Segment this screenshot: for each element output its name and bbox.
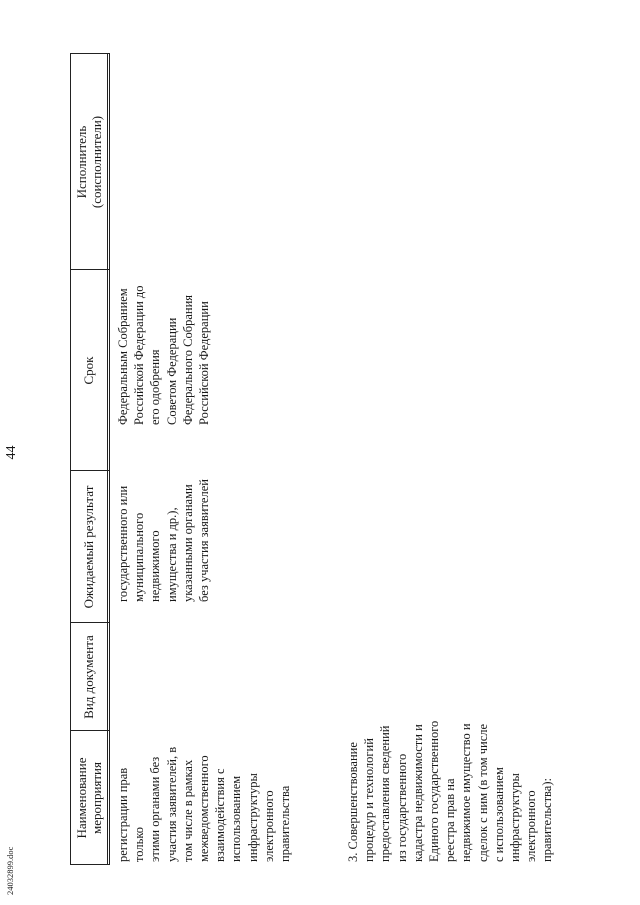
header-double-rule bbox=[109, 53, 110, 865]
header-doc-type-label: Вид документа bbox=[81, 635, 96, 719]
header-executor-label: Исполнитель (соисполнители) bbox=[73, 115, 104, 209]
header-name bbox=[70, 731, 107, 865]
header-result bbox=[70, 471, 107, 623]
header-bottom-rule bbox=[107, 53, 108, 865]
header-name-label: Наименование мероприятия bbox=[73, 757, 104, 839]
header-term bbox=[70, 270, 107, 471]
row2-name: 3. Совершенствование процедур и технологий предоставления сведений из государственного кадастра недвижимости и Единого государственного реестра прав на недвижимое имущество и сделок с ним (в том числе с использованием инфраструктуры электронного правительства): bbox=[346, 720, 555, 862]
row1-name: регистрации прав только этими органами без участия заявителей, в том числе в рамках межведомственного взаимодействия с использованием инфраструктуры электронного правительства bbox=[116, 746, 293, 862]
measures-table bbox=[70, 53, 610, 865]
page-number: 44 bbox=[4, 445, 19, 460]
header-result-label: Ожидаемый результат bbox=[81, 485, 96, 609]
header-term-label: Срок bbox=[81, 356, 96, 385]
header-doc-type bbox=[70, 623, 107, 731]
document-filename: 24032899.doc bbox=[5, 846, 15, 895]
row1-result: государственного или муниципального недвижимого имущества и др.), указанными органами без участия заявителей bbox=[116, 479, 212, 602]
header-executor bbox=[70, 54, 107, 270]
row1-term: Федеральным Собранием Российской Федерации до его одобрения Советом Федерации Федерального Собрания Российской Федерации bbox=[116, 285, 212, 425]
